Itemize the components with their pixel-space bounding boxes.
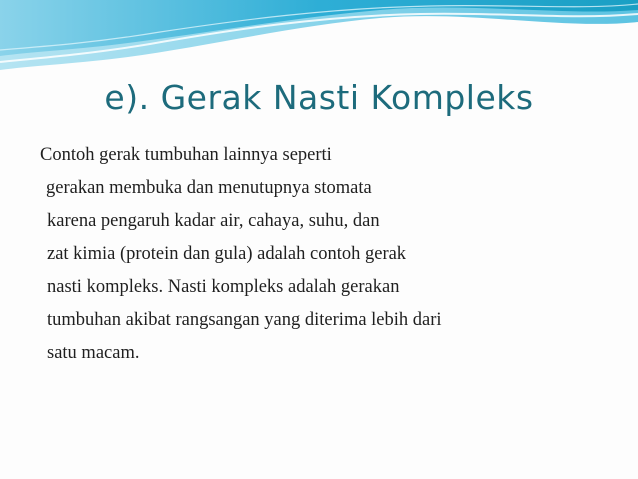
body-line: satu macam.: [47, 343, 140, 363]
body-line: nasti kompleks. Nasti kompleks adalah gerakan: [47, 277, 400, 297]
body-line: gerakan membuka dan menutupnya stomata: [46, 178, 372, 198]
body-line: Contoh gerak tumbuhan lainnya seperti: [40, 145, 332, 165]
body-line: karena pengaruh kadar air, cahaya, suhu, dan: [47, 211, 380, 231]
wave-header-decoration: [0, 0, 638, 80]
slide-title: e). Gerak Nasti Kompleks: [104, 78, 534, 117]
body-line: tumbuhan akibat rangsangan yang diterima lebih dari: [47, 310, 442, 330]
body-line: zat kimia (protein dan gula) adalah contoh gerak: [47, 244, 407, 264]
